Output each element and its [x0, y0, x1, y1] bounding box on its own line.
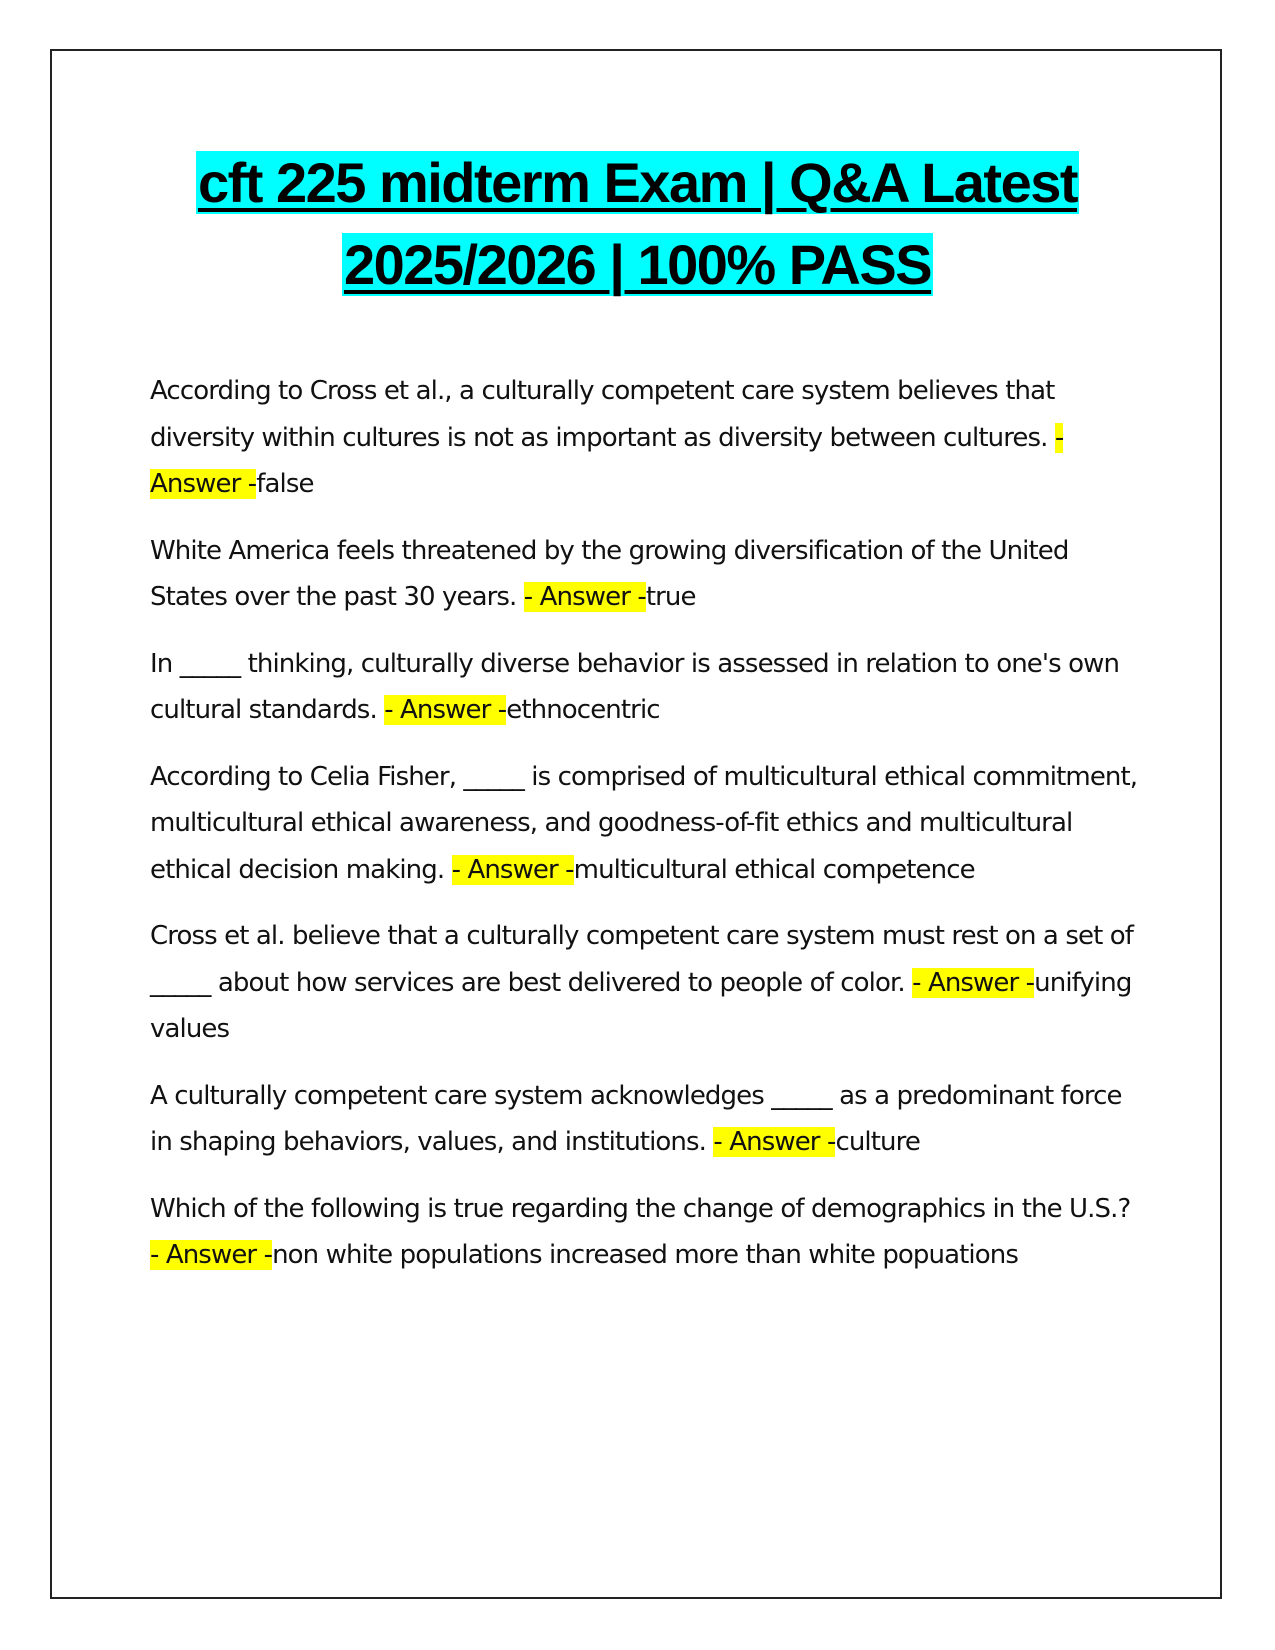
answer-marker: - Answer -: [384, 695, 507, 725]
answer-text: ethnocentric: [506, 695, 660, 725]
qa-list: [150, 368, 1140, 1299]
answer-text: true: [645, 582, 696, 612]
question-text: According to Celia Fisher, _____ is comprised of multicultural ethical commitment, multicultural ethical awareness, and goodness-of-fit ethics and multicultural ethical decision making.: [150, 761, 1138, 885]
answer-marker: - Answer -: [150, 422, 1064, 499]
answer-text: false: [256, 469, 314, 499]
answer-marker: - Answer -: [523, 582, 646, 612]
answer-text: non white populations increased more than white popuations: [272, 1240, 1018, 1270]
question-text: Which of the following is true regarding the change of demographics in the U.S.?: [150, 1193, 1131, 1224]
question-text: A culturally competent care system acknowledges _____ as a predominant force in shaping behaviors, values, and institutions.: [150, 1080, 1122, 1157]
title-line-2: 2025/2026 | 100% PASS: [343, 233, 932, 296]
qa-item: [150, 754, 1140, 894]
title-line-1: cft 225 midterm Exam | Q&A Latest: [197, 151, 1078, 214]
question-text: According to Cross et al., a culturally competent care system believes that diversity within cultures is not as important as diversity between cultures.: [150, 376, 1055, 453]
question-text: Cross et al. believe that a culturally competent care system must rest on a set of _____ about how services are best delivered to people of color.: [150, 921, 1133, 998]
answer-marker: - Answer -: [150, 1240, 273, 1270]
question-text: White America feels threatened by the growing diversification of the United States over the past 30 years.: [150, 535, 1069, 612]
qa-item: [150, 641, 1140, 734]
qa-item: [150, 1186, 1140, 1279]
answer-text: unifying values: [150, 967, 1132, 1044]
answer-text: multicultural ethical competence: [573, 854, 975, 885]
question-text: In _____ thinking, culturally diverse behavior is assessed in relation to one's own cultural standards.: [150, 648, 1120, 725]
qa-item: [150, 1073, 1140, 1166]
qa-item: [150, 913, 1140, 1053]
answer-marker: - Answer -: [451, 854, 574, 885]
qa-item: [150, 368, 1140, 508]
document-title: [0, 142, 1275, 306]
answer-marker: - Answer -: [912, 967, 1035, 998]
answer-text: culture: [835, 1127, 920, 1157]
answer-marker: - Answer -: [713, 1127, 836, 1157]
qa-item: [150, 528, 1140, 621]
